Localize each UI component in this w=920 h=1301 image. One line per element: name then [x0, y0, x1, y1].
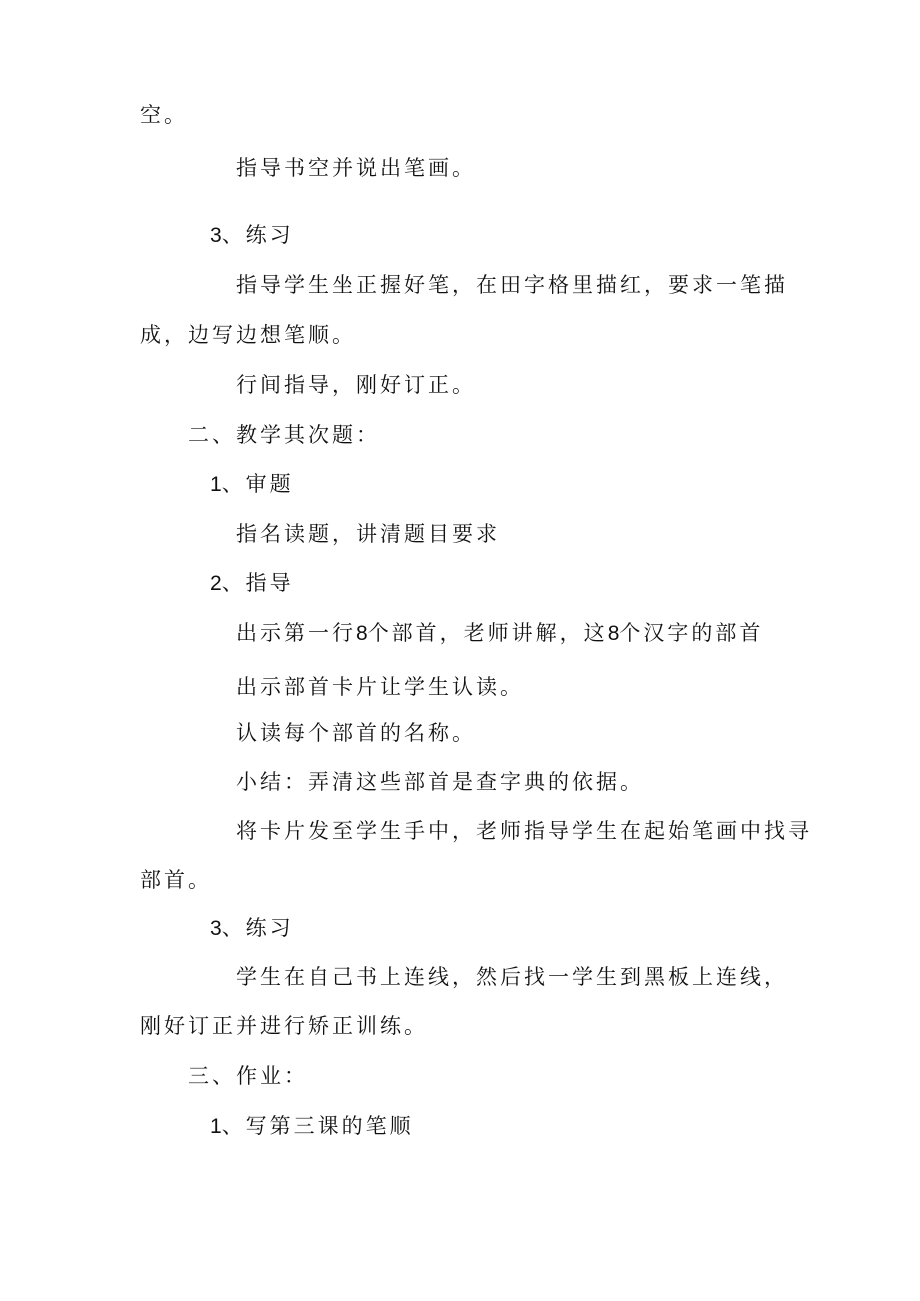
text-line-14: 小结：弄清这些部首是查字典的依据。 [236, 770, 644, 794]
text-line-21: 1、写第三课的笔顺 [210, 1114, 414, 1138]
text-line-12: 出示部首卡片让学生认读。 [236, 675, 524, 699]
text-line-10: 2、指导 [210, 571, 294, 595]
text-line-4: 指导学生坐正握好笔，在田字格里描红，要求一笔描 [236, 273, 788, 297]
text-line-16: 部首。 [140, 868, 212, 892]
text-line-18: 学生在自己书上连线，然后找一学生到黑板上连线， [236, 965, 788, 989]
text-line-2: 指导书空并说出笔画。 [236, 156, 476, 180]
text-line-7: 二、教学其次题： [188, 423, 380, 447]
text-line-3: 3、练习 [210, 223, 294, 247]
text-line-17: 3、练习 [210, 916, 294, 940]
text-line-19: 刚好订正并进行矫正训练。 [140, 1014, 428, 1038]
text-line-11: 出示第一行8个部首，老师讲解，这8个汉字的部首 [236, 621, 764, 645]
text-line-20: 三、作业： [188, 1064, 308, 1088]
text-line-8: 1、审题 [210, 472, 294, 496]
text-line-13: 认读每个部首的名称。 [236, 721, 476, 745]
text-line-9: 指名读题，讲清题目要求 [236, 522, 500, 546]
text-line-5: 成，边写边想笔顺。 [140, 323, 356, 347]
text-line-1: 空。 [140, 103, 188, 127]
text-line-15: 将卡片发至学生手中，老师指导学生在起始笔画中找寻 [236, 819, 812, 843]
text-line-6: 行间指导，刚好订正。 [236, 373, 476, 397]
